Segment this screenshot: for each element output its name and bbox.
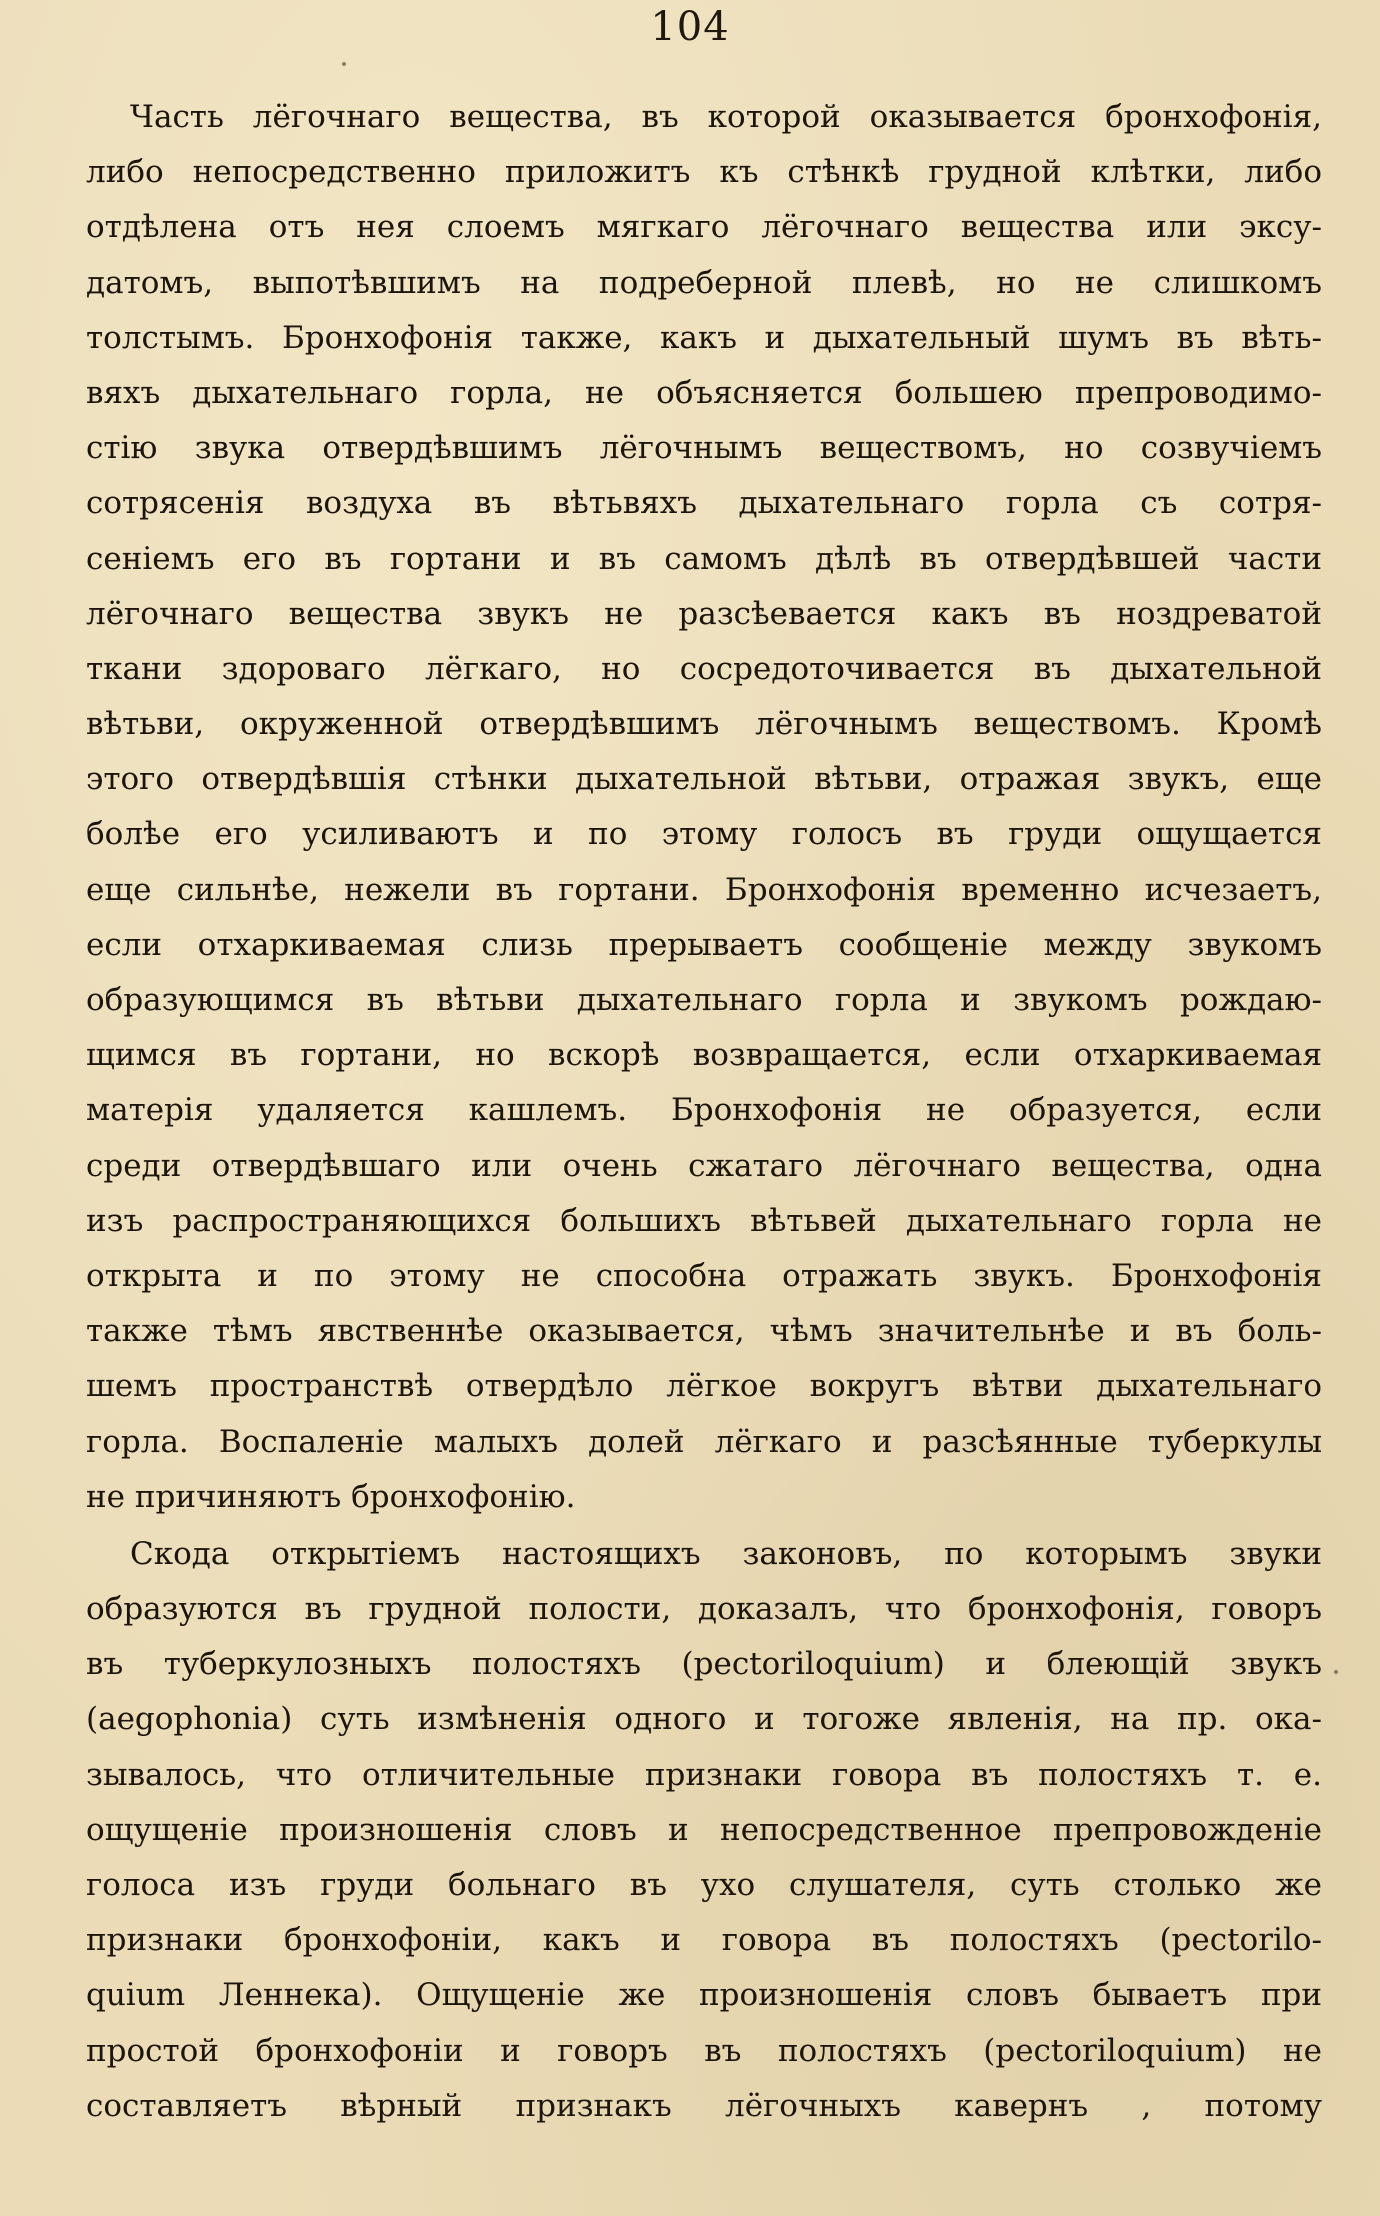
paragraph-2: [86, 1527, 1322, 2134]
text-line: либо непосредственно приложитъ къ стѣнкѣ грудной клѣтки, либо: [86, 154, 1322, 191]
page-number: 104: [650, 4, 730, 50]
text-line: открыта и по этому не способна отражать звукъ. Бронхофонія: [86, 1257, 1322, 1294]
text-line: не причиняютъ бронхофонію.: [86, 1478, 576, 1515]
text-line: датомъ, выпотѣвшимъ на подреберной плевѣ, но не слишкомъ: [86, 264, 1322, 301]
text-line: ткани здороваго лёгкаго, но сосредоточивается въ дыхательной: [86, 650, 1322, 687]
text-line: щимся въ гортани, но вскорѣ возвращается, если отхаркиваемая: [86, 1037, 1322, 1074]
text-line: ощущеніе произношенія словъ и непосредственное препровожденіе: [86, 1811, 1322, 1848]
text-line: зывалось, что отличительные признаки говора въ полостяхъ т. е.: [86, 1756, 1322, 1793]
text-line: болѣе его усиливаютъ и по этому голосъ въ груди ощущается: [86, 816, 1322, 853]
text-line: Часть лёгочнаго вещества, въ которой оказывается бронхофонія,: [130, 99, 1322, 135]
text-line: матерія удаляется кашлемъ. Бронхофонія не образуется, если: [86, 1092, 1322, 1129]
text-line: сотрясенія воздуха въ вѣтьвяхъ дыхательнаго горла съ сотря-: [86, 485, 1322, 522]
text-line: стію звука отвердѣвшимъ лёгочнымъ веществомъ, но созвучіемъ: [86, 430, 1322, 467]
text-line: отдѣлена отъ нея слоемъ мягкаго лёгочнаго вещества или эксу-: [86, 209, 1322, 246]
paragraph-1: [86, 90, 1322, 1525]
text-line: вяхъ дыхательнаго горла, не объясняется большею препроводимо-: [86, 374, 1322, 411]
paper-speck: [1334, 1670, 1338, 1674]
text-line: толстымъ. Бронхофонія также, какъ и дыхательный шумъ въ вѣть-: [86, 319, 1322, 356]
text-line: признаки бронхофоніи, какъ и говора въ полостяхъ (pectorilo-: [86, 1922, 1322, 1959]
text-line: въ туберкулозныхъ полостяхъ (pectoriloquium) и блеющій звукъ: [86, 1646, 1322, 1683]
text-line: quium Леннека). Ощущеніе же произношенія словъ бываетъ при: [86, 1977, 1322, 2014]
text-line: горла. Воспаленіе малыхъ долей лёгкаго и разсѣянные туберкулы: [86, 1423, 1322, 1460]
text-line: составляетъ вѣрный признакъ лёгочныхъ кавернъ , потому: [86, 2087, 1322, 2124]
text-line: голоса изъ груди больнаго въ ухо слушателя, суть столько же: [86, 1867, 1322, 1903]
text-line: лёгочнаго вещества звукъ не разсѣевается какъ въ ноздреватой: [86, 595, 1322, 632]
text-line: этого отвердѣвшія стѣнки дыхательной вѣтьви, отражая звукъ, еще: [86, 761, 1322, 798]
text-line: Скода открытіемъ настоящихъ законовъ, по которымъ звуки: [130, 1535, 1322, 1572]
body-text: [86, 90, 1322, 2134]
text-line: еще сильнѣе, нежели въ гортани. Бронхофонія временно исчезаетъ,: [86, 871, 1322, 908]
text-line: вѣтьви, окруженной отвердѣвшимъ лёгочнымъ веществомъ. Кромѣ: [86, 706, 1322, 743]
text-line: образующимся въ вѣтьви дыхательнаго горла и звукомъ рождаю-: [86, 982, 1322, 1018]
text-line: если отхаркиваемая слизь прерываетъ сообщеніе между звукомъ: [86, 926, 1322, 963]
text-line: простой бронхофоніи и говоръ въ полостяхъ (pectoriloquium) не: [86, 2032, 1322, 2069]
text-line: (aegophonia) суть измѣненія одного и тогоже явленія, на пр. ока-: [86, 1701, 1322, 1738]
text-line: изъ распространяющихся большихъ вѣтьвей дыхательнаго горла не: [86, 1202, 1322, 1239]
text-line: образуются въ грудной полости, доказалъ, что бронхофонія, говоръ: [86, 1591, 1322, 1628]
text-line: также тѣмъ явственнѣе оказывается, чѣмъ значительнѣе и въ боль-: [86, 1313, 1322, 1350]
text-line: среди отвердѣвшаго или очень сжатаго лёгочнаго вещества, одна: [86, 1147, 1322, 1184]
paper-speck: [342, 62, 346, 66]
text-line: шемъ пространствѣ отвердѣло лёгкое вокругъ вѣтви дыхательнаго: [86, 1368, 1322, 1405]
text-line: сеніемъ его въ гортани и въ самомъ дѣлѣ въ отвердѣвшей части: [86, 540, 1322, 577]
